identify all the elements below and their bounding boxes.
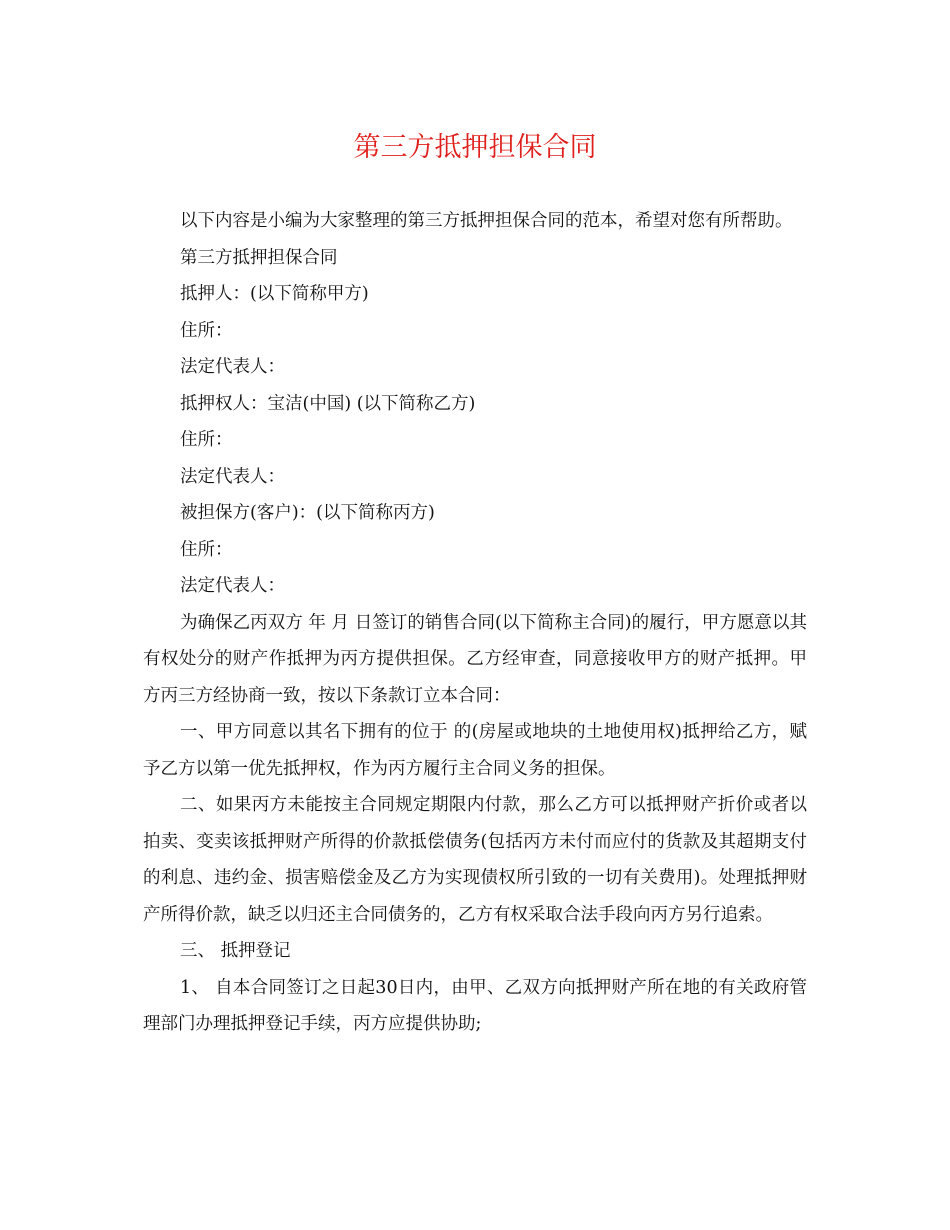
document-title: 第三方抵押担保合同 — [353, 132, 597, 163]
mortgagee-representative-line: 法定代表人： — [180, 466, 285, 487]
document-body — [143, 203, 807, 1043]
clause-two-paragraph: 二、如果丙方未能按主合同规定期限内付款，那么乙方可以抵押财产折价或者以拍卖、变卖该抵押财产所得的价款抵偿债务(包括丙方未付而应付的货款及其超期支付的利息、违约金、损害赔偿金及乙方为实现债权所引致的一切有关费用)。处理抵押财产所得价款，缺乏以归还主合同债务的，乙方有权采取合法手段向丙方另行追索。 — [143, 795, 807, 925]
guaranteed-party-line: 被担保方(客户)：(以下简称丙方) — [180, 503, 435, 523]
mortgagor-address-line: 住所： — [180, 320, 233, 341]
clause-three-heading: 三、 抵押登记 — [180, 941, 291, 961]
guaranteed-party-address-line: 住所： — [180, 539, 233, 560]
clause-three-item-one: 1、 自本合同签订之日起30日内，由甲、乙双方向抵押财产所在地的有关政府管理部门办理抵押登记手续，丙方应提供协助; — [143, 977, 807, 1034]
mortgagee-address-line: 住所： — [180, 430, 233, 450]
guaranteed-party-representative-line: 法定代表人： — [180, 576, 285, 596]
mortgagor-line: 抵押人：(以下简称甲方) — [180, 284, 369, 304]
contract-heading: 第三方抵押担保合同 — [180, 247, 338, 268]
clause-one-paragraph: 一、甲方同意以其名下拥有的位于 的(房屋或地块的土地使用权)抵押给乙方，赋予乙方以第一优先抵押权，作为丙方履行主合同义务的担保。 — [143, 722, 807, 779]
intro-paragraph: 以下内容是小编为大家整理的第三方抵押担保合同的范本，希望对您有所帮助。 — [180, 211, 793, 231]
preamble-paragraph: 为确保乙丙双方 年 月 日签订的销售合同(以下简称主合同)的履行，甲方愿意以其有权处分的财产作抵押为丙方提供担保。乙方经审查，同意接收甲方的财产抵押。甲方丙三方经协商一致，按以下条款订立本合同： — [143, 612, 807, 706]
mortgagee-line: 抵押权人：宝洁(中国) (以下简称乙方) — [180, 393, 476, 414]
mortgagor-representative-line: 法定代表人： — [180, 357, 285, 377]
